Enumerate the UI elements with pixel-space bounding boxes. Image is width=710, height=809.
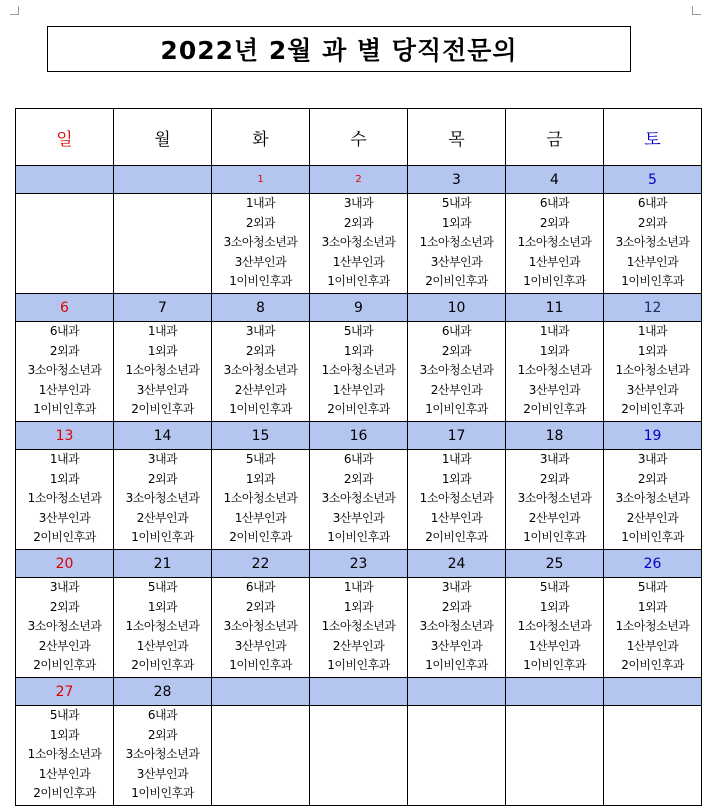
page-corner-mark-right <box>692 6 701 15</box>
date-number: 20 <box>55 555 74 572</box>
duty-department: 2외과 <box>245 599 276 614</box>
duty-department: 1소아청소년과 <box>27 491 102 506</box>
duty-department: 1산부인과 <box>626 254 679 269</box>
date-cell <box>408 422 506 450</box>
duty-department: 3내과 <box>637 452 668 466</box>
date-row <box>16 550 702 578</box>
date-number: 24 <box>447 555 466 572</box>
duty-cell <box>114 194 212 294</box>
duty-department: 1내과 <box>343 580 374 594</box>
date-number: 17 <box>447 427 466 444</box>
date-number: 4 <box>550 171 559 188</box>
duty-department: 2외과 <box>539 471 570 486</box>
duty-cell <box>604 322 702 422</box>
date-cell <box>604 166 702 194</box>
duty-department: 2이비인후과 <box>327 402 390 417</box>
duty-calendar <box>15 108 702 806</box>
duty-cell <box>506 578 604 678</box>
date-cell <box>310 166 408 194</box>
duty-department: 1이비인후과 <box>523 274 586 289</box>
duty-department: 1이비인후과 <box>425 402 488 417</box>
duty-department: 2외과 <box>147 727 178 742</box>
duty-department: 3내과 <box>343 196 374 210</box>
date-number: 19 <box>643 427 662 444</box>
duty-cell <box>310 450 408 550</box>
duty-department: 3산부인과 <box>430 638 483 653</box>
duty-department: 3산부인과 <box>136 766 189 781</box>
duty-department: 2산부인과 <box>430 382 483 397</box>
duty-department: 3소아청소년과 <box>223 363 298 378</box>
duty-department: 1산부인과 <box>136 638 189 653</box>
date-cell <box>506 422 604 450</box>
weekday-header-0: 일 <box>16 109 114 166</box>
duty-department: 1산부인과 <box>38 766 91 781</box>
duty-department: 1이비인후과 <box>327 530 390 545</box>
date-number: 27 <box>55 683 74 700</box>
duty-department: 1소아청소년과 <box>517 619 592 634</box>
date-number: 11 <box>545 299 564 316</box>
date-number: 28 <box>153 683 172 700</box>
duty-department: 3소아청소년과 <box>27 619 102 634</box>
duty-cell <box>114 706 212 806</box>
duty-department: 1외과 <box>637 343 668 358</box>
duty-department: 3소아청소년과 <box>615 491 690 506</box>
duty-department: 3소아청소년과 <box>419 363 494 378</box>
weekday-header-1: 월 <box>114 109 212 166</box>
duty-department: 1외과 <box>245 471 276 486</box>
duty-department: 1소아청소년과 <box>517 363 592 378</box>
date-number: 12 <box>643 299 662 316</box>
date-number: 1 <box>257 174 264 185</box>
date-cell <box>114 550 212 578</box>
duty-department: 1내과 <box>147 324 178 338</box>
date-cell <box>506 166 604 194</box>
duty-department: 3내과 <box>441 580 472 594</box>
duty-department: 3소아청소년과 <box>223 235 298 250</box>
date-row <box>16 422 702 450</box>
duty-department: 1외과 <box>49 471 80 486</box>
duty-cell <box>16 450 114 550</box>
date-number: 16 <box>349 427 368 444</box>
duty-department: 1소아청소년과 <box>125 619 200 634</box>
duty-department: 1산부인과 <box>38 382 91 397</box>
date-cell <box>506 294 604 322</box>
duty-department: 2이비인후과 <box>33 530 96 545</box>
duty-department: 1이비인후과 <box>33 402 96 417</box>
date-cell <box>114 678 212 706</box>
duty-department: 1산부인과 <box>332 382 385 397</box>
date-number: 10 <box>447 299 466 316</box>
date-number: 14 <box>153 427 172 444</box>
duty-department: 1이비인후과 <box>327 274 390 289</box>
duty-department: 3소아청소년과 <box>419 619 494 634</box>
duty-department: 6내과 <box>343 452 374 466</box>
duty-department: 1내과 <box>49 452 80 466</box>
duty-department: 1이비인후과 <box>131 530 194 545</box>
duty-cell <box>114 450 212 550</box>
date-number: 3 <box>452 171 461 188</box>
duty-department: 1이비인후과 <box>621 274 684 289</box>
duty-department: 3소아청소년과 <box>517 491 592 506</box>
date-cell <box>310 294 408 322</box>
duty-department: 2이비인후과 <box>33 658 96 673</box>
duty-department: 1이비인후과 <box>229 658 292 673</box>
date-cell <box>506 678 604 706</box>
duty-department: 6내과 <box>245 580 276 594</box>
duty-department: 1외과 <box>441 471 472 486</box>
duty-cell <box>408 194 506 294</box>
date-cell <box>212 678 310 706</box>
duty-department: 5내과 <box>343 324 374 338</box>
duty-cell <box>604 450 702 550</box>
duty-department: 3내과 <box>49 580 80 594</box>
duty-department: 1외과 <box>49 727 80 742</box>
duty-department: 1산부인과 <box>528 638 581 653</box>
duty-cell <box>604 194 702 294</box>
duty-department: 1소아청소년과 <box>27 747 102 762</box>
duty-department: 3내과 <box>539 452 570 466</box>
duty-department: 3산부인과 <box>528 382 581 397</box>
duty-cell <box>408 578 506 678</box>
duty-department: 5내과 <box>637 580 668 594</box>
duty-department: 3산부인과 <box>332 510 385 525</box>
weekday-header-5: 금 <box>506 109 604 166</box>
duty-department: 2외과 <box>343 215 374 230</box>
duty-cell <box>114 578 212 678</box>
duty-department: 1이비인후과 <box>425 658 488 673</box>
duty-department: 2외과 <box>637 471 668 486</box>
duty-department: 1소아청소년과 <box>419 235 494 250</box>
duty-department: 2이비인후과 <box>523 402 586 417</box>
duty-department: 3소아청소년과 <box>125 747 200 762</box>
duty-cell <box>604 706 702 806</box>
weekday-header-2: 화 <box>212 109 310 166</box>
duty-department: 2이비인후과 <box>621 402 684 417</box>
duty-cell <box>114 322 212 422</box>
date-cell <box>506 550 604 578</box>
date-number: 15 <box>251 427 270 444</box>
weekday-header-4: 목 <box>408 109 506 166</box>
duty-department: 1소아청소년과 <box>419 491 494 506</box>
duty-department: 5내과 <box>441 196 472 210</box>
title-box <box>47 26 631 72</box>
duty-department: 1소아청소년과 <box>517 235 592 250</box>
duty-cell <box>408 706 506 806</box>
date-cell <box>212 294 310 322</box>
duty-department: 1이비인후과 <box>523 530 586 545</box>
date-cell <box>408 294 506 322</box>
duty-department: 2외과 <box>245 343 276 358</box>
duty-department: 2외과 <box>441 343 472 358</box>
date-cell <box>310 678 408 706</box>
duty-department: 1소아청소년과 <box>321 363 396 378</box>
duty-department: 2이비인후과 <box>33 786 96 801</box>
duty-department: 3산부인과 <box>136 382 189 397</box>
duty-row <box>16 578 702 678</box>
duty-row <box>16 450 702 550</box>
duty-department: 2외과 <box>49 599 80 614</box>
duty-department: 2외과 <box>343 471 374 486</box>
duty-department: 1산부인과 <box>234 510 287 525</box>
duty-department: 2외과 <box>49 343 80 358</box>
duty-department: 3소아청소년과 <box>27 363 102 378</box>
date-row <box>16 166 702 194</box>
duty-department: 1이비인후과 <box>523 658 586 673</box>
duty-department: 2산부인과 <box>528 510 581 525</box>
date-cell <box>212 422 310 450</box>
duty-department: 1외과 <box>637 599 668 614</box>
duty-department: 3산부인과 <box>626 382 679 397</box>
date-cell <box>16 422 114 450</box>
date-number: 18 <box>545 427 564 444</box>
duty-department: 1내과 <box>539 324 570 338</box>
date-cell <box>604 550 702 578</box>
duty-row <box>16 194 702 294</box>
duty-cell <box>310 578 408 678</box>
weekday-header-row <box>16 109 702 166</box>
duty-department: 1외과 <box>441 215 472 230</box>
date-cell <box>310 550 408 578</box>
duty-department: 2산부인과 <box>626 510 679 525</box>
page-title: 2022년 2월 과 별 당직전문의 <box>160 36 518 65</box>
date-cell <box>604 678 702 706</box>
duty-department: 6내과 <box>441 324 472 338</box>
duty-department: 3산부인과 <box>38 510 91 525</box>
duty-department: 2이비인후과 <box>131 402 194 417</box>
duty-department: 1산부인과 <box>430 510 483 525</box>
duty-department: 3소아청소년과 <box>125 491 200 506</box>
duty-department: 6내과 <box>49 324 80 338</box>
duty-cell <box>212 194 310 294</box>
duty-department: 3소아청소년과 <box>321 235 396 250</box>
duty-department: 3산부인과 <box>430 254 483 269</box>
duty-department: 1외과 <box>147 599 178 614</box>
date-cell <box>408 678 506 706</box>
duty-cell <box>506 322 604 422</box>
duty-department: 1산부인과 <box>332 254 385 269</box>
duty-department: 3내과 <box>245 324 276 338</box>
duty-department: 1이비인후과 <box>229 402 292 417</box>
date-cell <box>114 166 212 194</box>
duty-department: 1외과 <box>539 599 570 614</box>
date-number: 6 <box>60 299 69 316</box>
duty-department: 2이비인후과 <box>425 530 488 545</box>
duty-department: 2외과 <box>539 215 570 230</box>
duty-cell <box>604 578 702 678</box>
duty-row <box>16 706 702 806</box>
duty-department: 1소아청소년과 <box>615 363 690 378</box>
date-number: 23 <box>349 555 368 572</box>
duty-cell <box>310 322 408 422</box>
duty-cell <box>16 578 114 678</box>
duty-department: 5내과 <box>147 580 178 594</box>
date-number: 8 <box>256 299 265 316</box>
date-number: 22 <box>251 555 270 572</box>
duty-department: 3소아청소년과 <box>615 235 690 250</box>
date-cell <box>310 422 408 450</box>
duty-cell <box>212 706 310 806</box>
duty-department: 1내과 <box>245 196 276 210</box>
date-cell <box>604 294 702 322</box>
duty-department: 2이비인후과 <box>229 530 292 545</box>
date-cell <box>408 166 506 194</box>
date-cell <box>16 294 114 322</box>
duty-department: 1외과 <box>147 343 178 358</box>
date-cell <box>16 166 114 194</box>
duty-cell <box>408 450 506 550</box>
duty-department: 1산부인과 <box>626 638 679 653</box>
duty-cell <box>408 322 506 422</box>
duty-department: 1소아청소년과 <box>125 363 200 378</box>
duty-department: 2산부인과 <box>38 638 91 653</box>
date-number: 7 <box>158 299 167 316</box>
date-number: 5 <box>648 171 657 188</box>
duty-cell <box>212 450 310 550</box>
duty-cell <box>310 706 408 806</box>
duty-department: 3산부인과 <box>234 254 287 269</box>
date-number: 13 <box>55 427 74 444</box>
duty-department: 6내과 <box>637 196 668 210</box>
duty-cell <box>310 194 408 294</box>
date-cell <box>16 550 114 578</box>
duty-department: 1소아청소년과 <box>615 619 690 634</box>
duty-department: 5내과 <box>539 580 570 594</box>
date-row <box>16 678 702 706</box>
duty-cell <box>506 706 604 806</box>
date-row <box>16 294 702 322</box>
duty-row <box>16 322 702 422</box>
date-cell <box>212 550 310 578</box>
duty-department: 1소아청소년과 <box>321 619 396 634</box>
date-cell <box>604 422 702 450</box>
duty-department: 2외과 <box>245 215 276 230</box>
duty-department: 2이비인후과 <box>621 658 684 673</box>
duty-cell <box>16 322 114 422</box>
weekday-header-6: 토 <box>604 109 702 166</box>
duty-department: 2이비인후과 <box>425 274 488 289</box>
duty-cell <box>16 706 114 806</box>
date-cell <box>408 550 506 578</box>
duty-department: 2산부인과 <box>332 638 385 653</box>
duty-department: 2외과 <box>147 471 178 486</box>
duty-department: 3소아청소년과 <box>223 619 298 634</box>
duty-department: 2이비인후과 <box>131 658 194 673</box>
duty-cell <box>212 322 310 422</box>
duty-department: 1내과 <box>441 452 472 466</box>
duty-department: 1이비인후과 <box>131 786 194 801</box>
duty-cell <box>212 578 310 678</box>
date-cell <box>114 422 212 450</box>
duty-department: 3산부인과 <box>234 638 287 653</box>
page-corner-mark-left <box>10 6 19 15</box>
weekday-header-3: 수 <box>310 109 408 166</box>
duty-department: 1산부인과 <box>528 254 581 269</box>
date-number: 26 <box>643 555 662 572</box>
duty-department: 2외과 <box>637 215 668 230</box>
date-cell <box>212 166 310 194</box>
duty-department: 1외과 <box>343 343 374 358</box>
duty-department: 1이비인후과 <box>621 530 684 545</box>
duty-department: 1이비인후과 <box>327 658 390 673</box>
date-cell <box>114 294 212 322</box>
date-number: 2 <box>355 174 362 185</box>
duty-department: 5내과 <box>49 708 80 722</box>
duty-department: 2외과 <box>441 599 472 614</box>
duty-department: 6내과 <box>147 708 178 722</box>
duty-department: 3소아청소년과 <box>321 491 396 506</box>
duty-department: 1외과 <box>343 599 374 614</box>
duty-cell <box>16 194 114 294</box>
duty-department: 3내과 <box>147 452 178 466</box>
date-number: 9 <box>354 299 363 316</box>
date-cell <box>16 678 114 706</box>
duty-department: 1외과 <box>539 343 570 358</box>
duty-cell <box>506 450 604 550</box>
duty-cell <box>506 194 604 294</box>
duty-department: 1이비인후과 <box>229 274 292 289</box>
duty-department: 1내과 <box>637 324 668 338</box>
date-number: 21 <box>153 555 172 572</box>
duty-department: 1소아청소년과 <box>223 491 298 506</box>
duty-department: 2산부인과 <box>234 382 287 397</box>
duty-department: 2산부인과 <box>136 510 189 525</box>
duty-department: 5내과 <box>245 452 276 466</box>
duty-department: 6내과 <box>539 196 570 210</box>
date-number: 25 <box>545 555 564 572</box>
